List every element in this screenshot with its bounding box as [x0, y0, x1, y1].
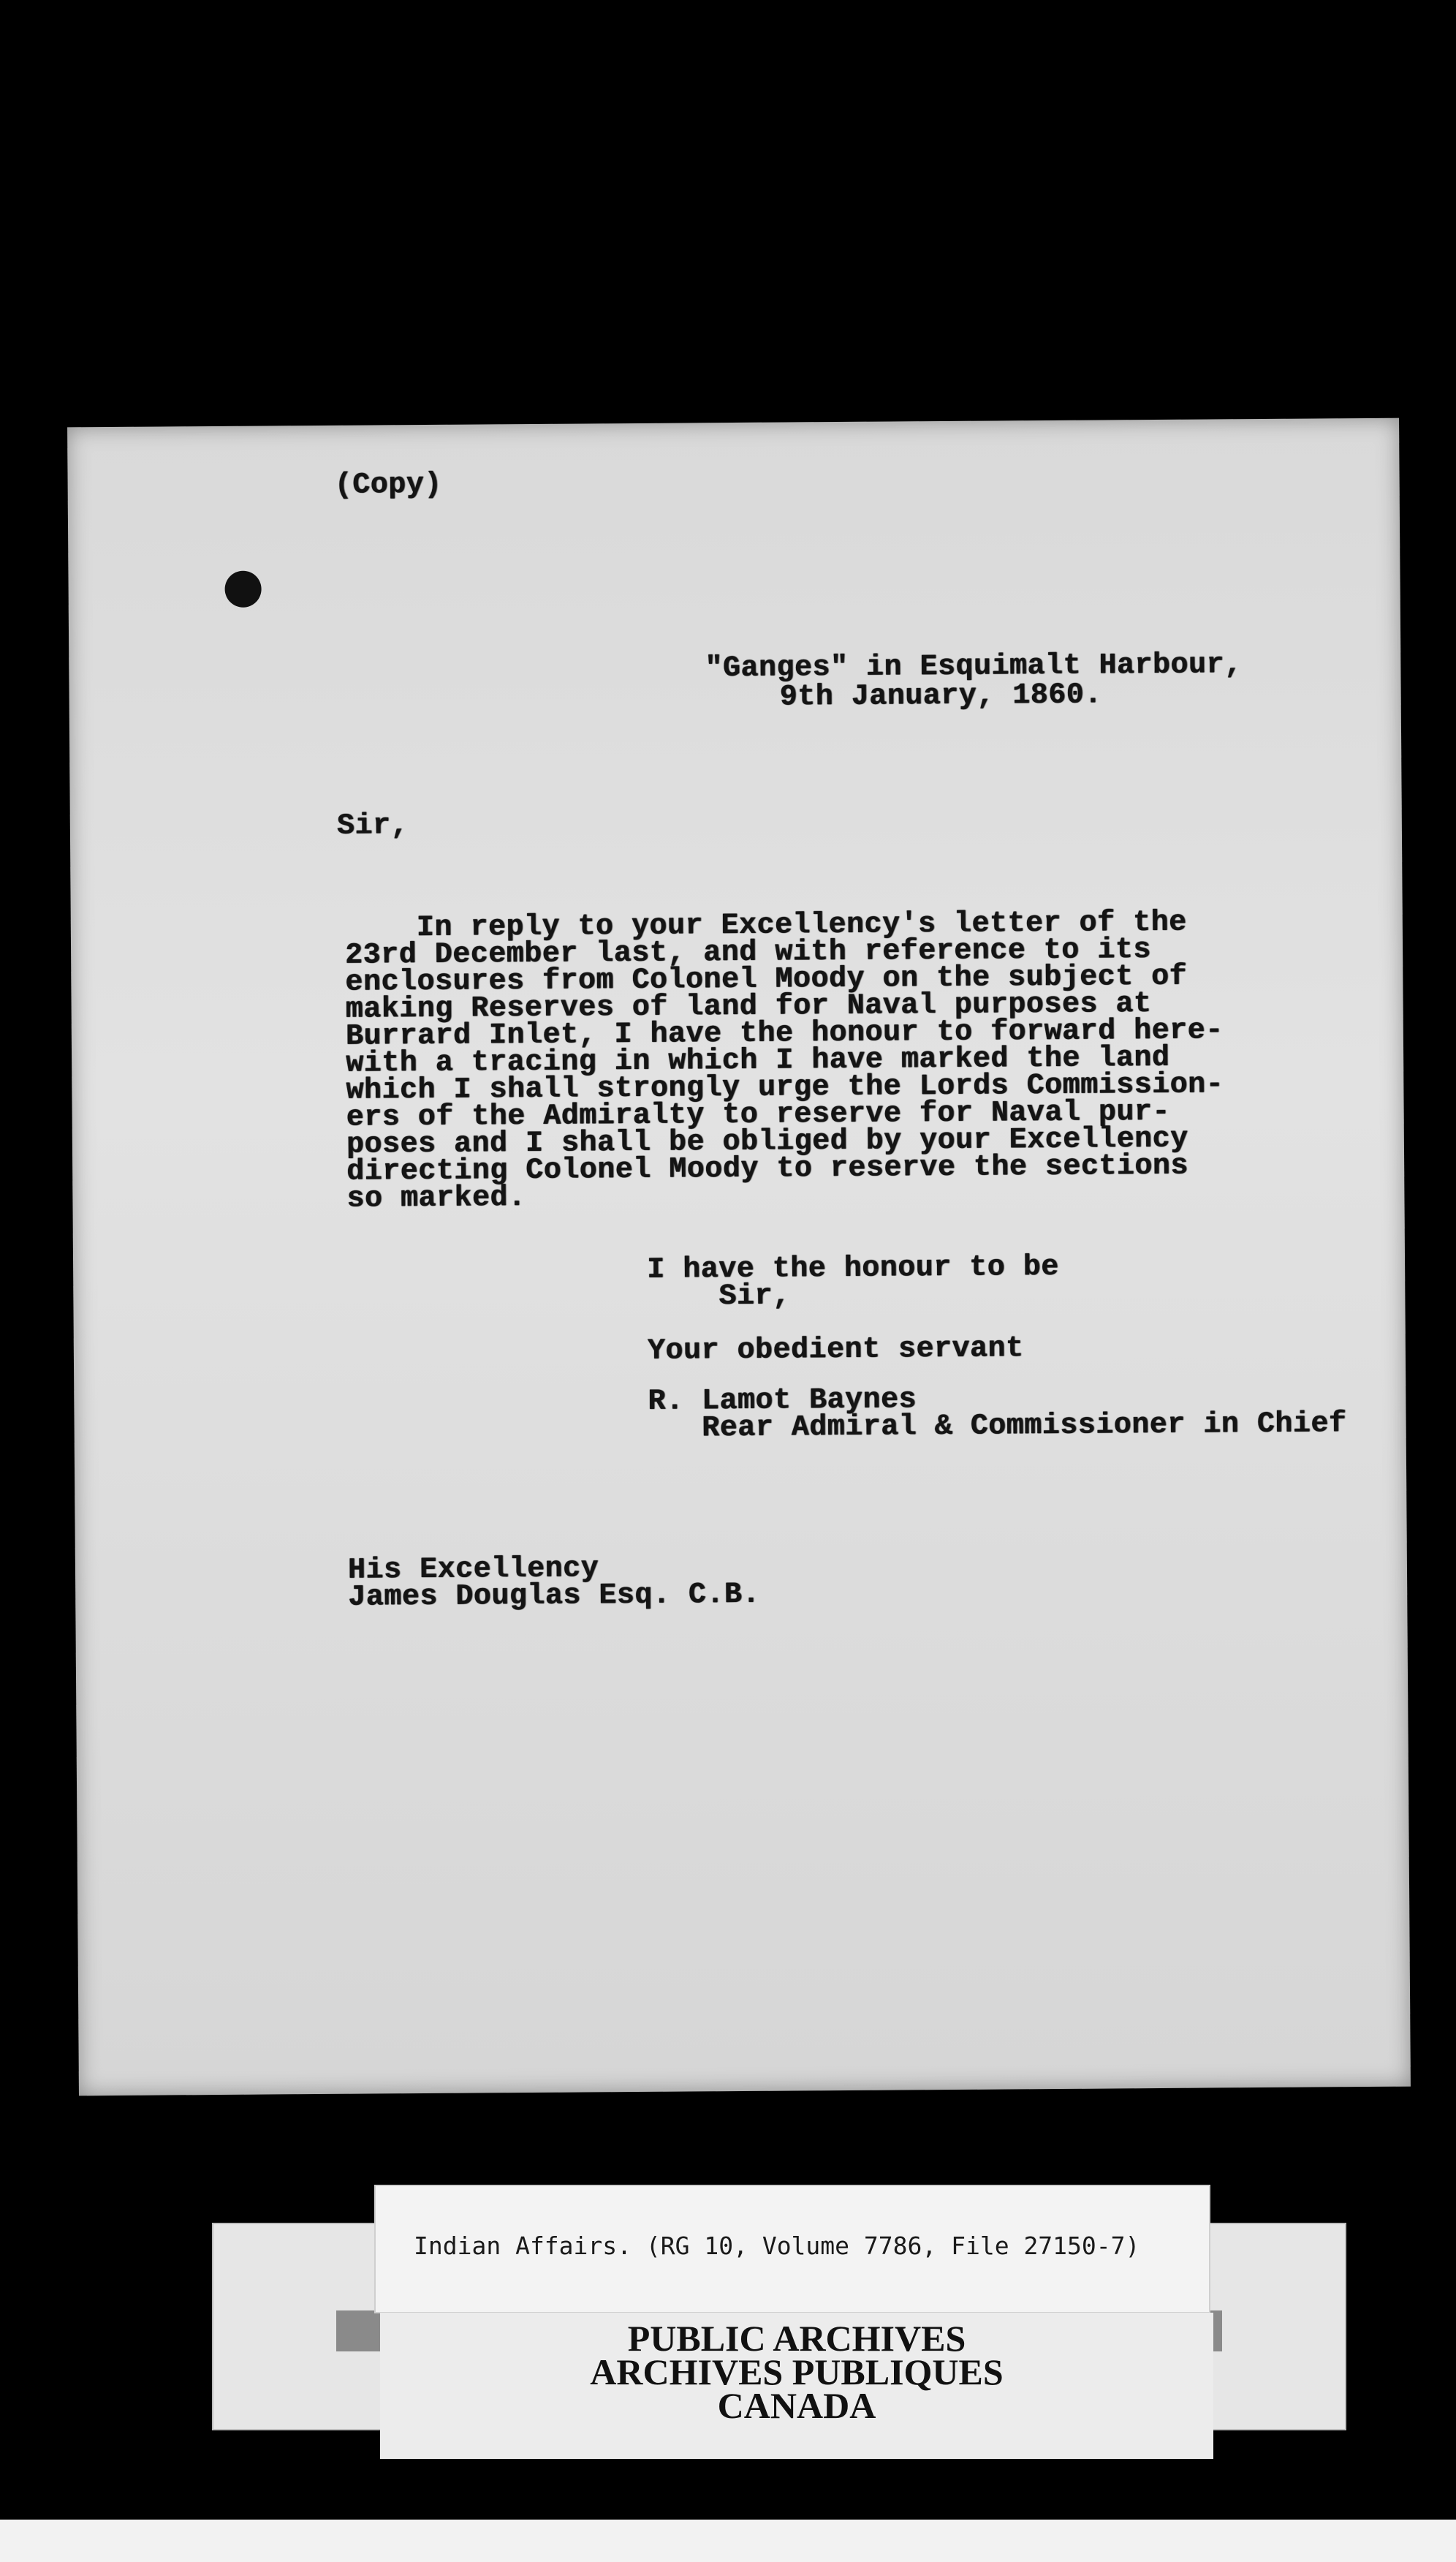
letter-place: "Ganges" in Esquimalt Harbour,	[705, 649, 1243, 686]
scan-bottom-strip	[0, 2520, 1456, 2562]
copy-mark: (Copy)	[334, 468, 442, 502]
addressee: His Excellency James Douglas Esq. C.B.	[347, 1552, 760, 1614]
letter-date: 9th January, 1860.	[779, 679, 1102, 714]
signature-block: R. Lamot Baynes Rear Admiral & Commissioner in Chief	[648, 1383, 1347, 1446]
letter-body: In reply to your Excellency's letter of the 23rd December last, and with reference to its enclosures from Colonel Moody on the subject of making Reserves of land for Naval purposes at Burrard Inlet, I have the honour to forward here- with a tracing in which I have marked the land which I shall strongly urge the Lords Commission- ers of the Admiralty to reserve for Naval pur- poses and I shall be obliged by your Excellency directing Colonel Moody to reserve the sections so marked.	[344, 906, 1224, 1216]
salutation: Sir,	[336, 809, 409, 843]
reference-text: Indian Affairs. (RG 10, Volume 7786, File 27150-7)	[414, 2232, 1140, 2260]
stamp-canada: CANADA	[717, 2385, 876, 2426]
closing: I have the honour to be Sir, Your obedient servant	[646, 1250, 1059, 1368]
stamp-public-archives: PUBLIC ARCHIVES	[627, 2318, 966, 2359]
archive-stamp	[380, 2313, 1213, 2459]
letter-page	[67, 418, 1411, 2096]
punch-hole	[224, 571, 261, 608]
stamp-archives-publiques: ARCHIVES PUBLIQUES	[590, 2351, 1004, 2392]
reference-label	[374, 2185, 1210, 2313]
